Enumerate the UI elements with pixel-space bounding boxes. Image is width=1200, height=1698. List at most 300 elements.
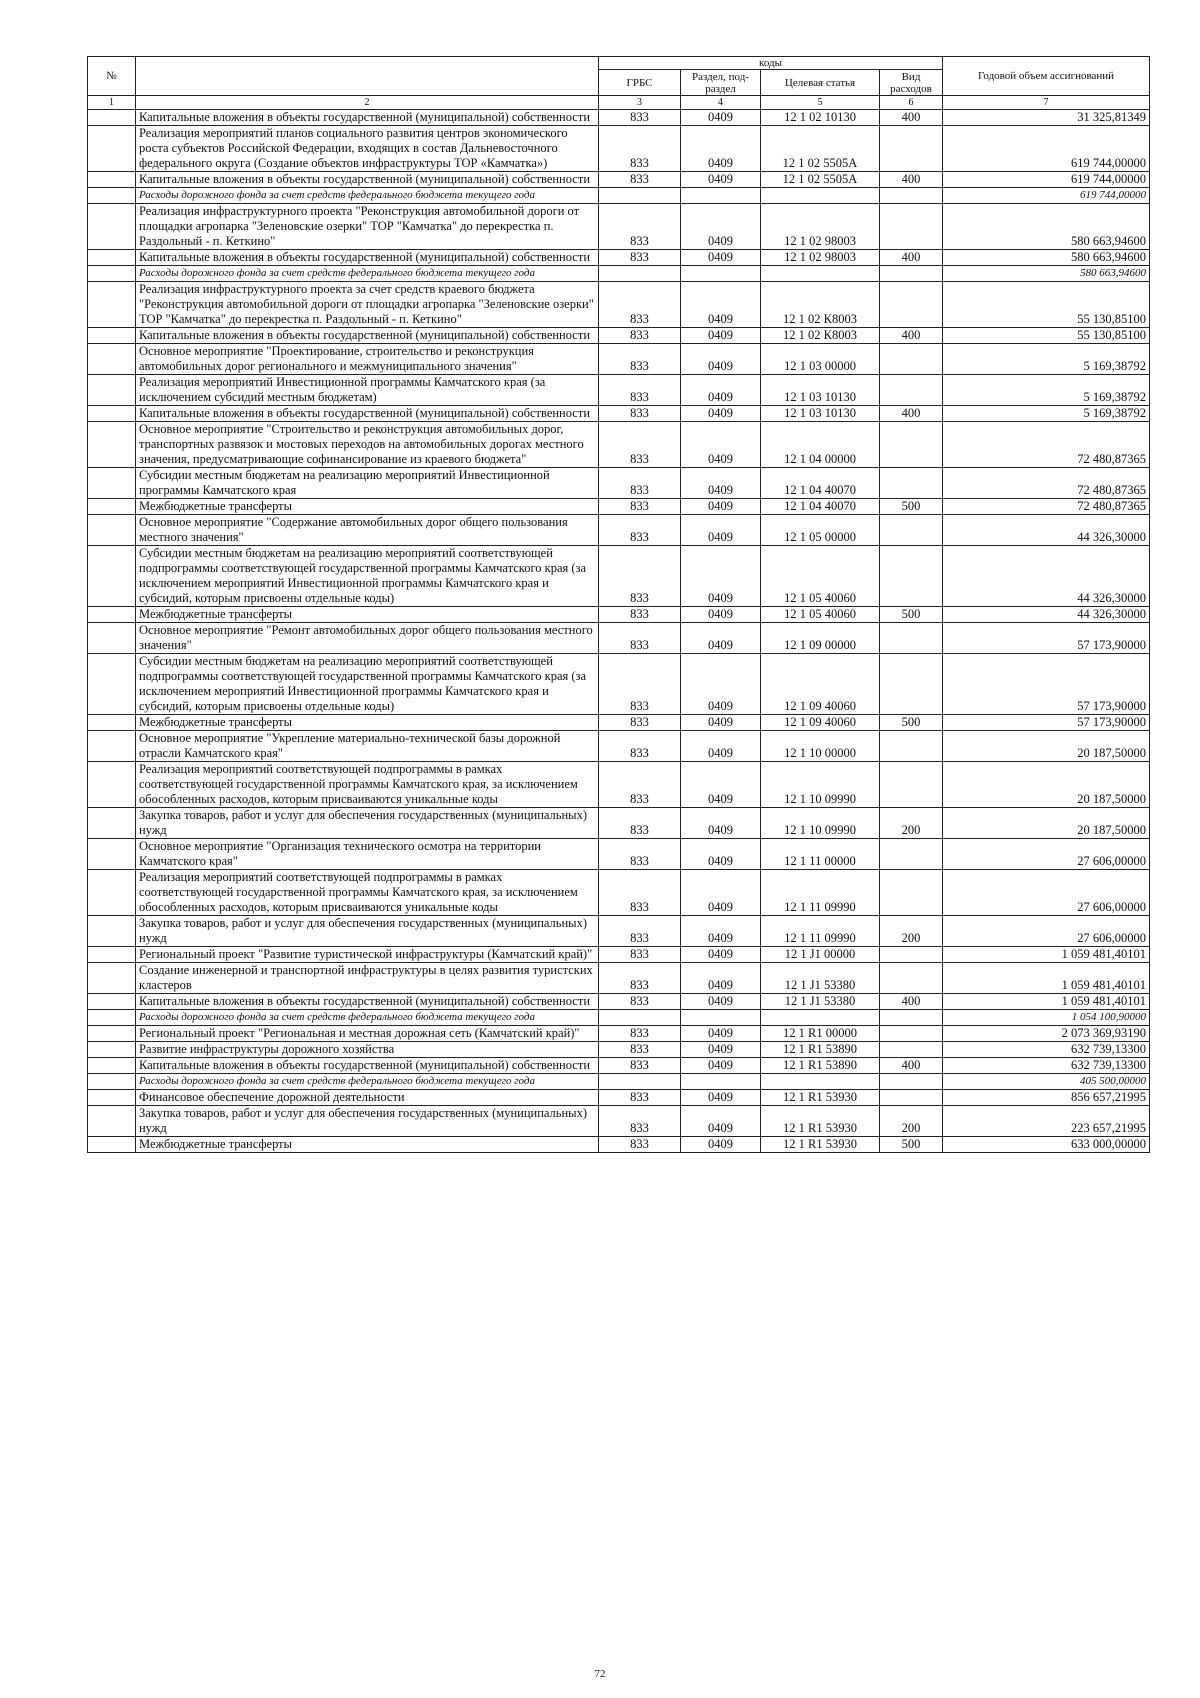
cell-razdel xyxy=(681,1010,761,1026)
cell-amount: 27 606,00000 xyxy=(943,839,1150,870)
cell-target-article: 12 1 05 40060 xyxy=(761,607,880,623)
budget-table-sheet xyxy=(87,56,1149,1153)
cell-no xyxy=(88,515,136,546)
cell-expense-type: 400 xyxy=(880,250,943,266)
cell-grbs: 833 xyxy=(599,250,681,266)
budget-table xyxy=(87,56,1150,1153)
table-row xyxy=(88,468,1150,499)
cell-target-article: 12 1 02 10130 xyxy=(761,110,880,126)
cell-expense-type xyxy=(880,546,943,607)
table-row xyxy=(88,715,1150,731)
cell-name: Региональный проект "Региональная и местная дорожная сеть (Камчатский край)" xyxy=(136,1026,599,1042)
cell-amount: 55 130,85100 xyxy=(943,328,1150,344)
cell-target-article: 12 1 02 К8003 xyxy=(761,282,880,328)
cell-grbs: 833 xyxy=(599,499,681,515)
cell-target-article xyxy=(761,1010,880,1026)
cell-target-article: 12 1 04 00000 xyxy=(761,422,880,468)
col-num: 1 xyxy=(88,96,136,110)
fund-note-row xyxy=(88,1010,1150,1026)
cell-grbs: 833 xyxy=(599,515,681,546)
cell-target-article: 12 1 J1 00000 xyxy=(761,947,880,963)
cell-razdel: 0409 xyxy=(681,468,761,499)
cell-name: Реализация инфраструктурного проекта "Реконструкция автомобильной дороги от площадки агропарка "Зеленовские озерки" ТОР "Камчатка" до перекрестка п. Раздольный - п. Кеткино" xyxy=(136,204,599,250)
cell-amount: 2 073 369,93190 xyxy=(943,1026,1150,1042)
cell-target-article: 12 1 05 00000 xyxy=(761,515,880,546)
cell-target-article: 12 1 R1 53930 xyxy=(761,1090,880,1106)
cell-expense-type xyxy=(880,654,943,715)
cell-name: Реализация инфраструктурного проекта за счет средств краевого бюджета "Реконструкция автомобильной дороги от площадки агропарка "Зеленовские озерки" ТОР "Камчатка" до перекрестка п. Раздольный - п. Кеткино" xyxy=(136,282,599,328)
table-row xyxy=(88,623,1150,654)
cell-razdel: 0409 xyxy=(681,994,761,1010)
column-number-row xyxy=(88,96,1150,110)
cell-expense-type xyxy=(880,515,943,546)
cell-amount: 633 000,00000 xyxy=(943,1137,1150,1153)
cell-name: Межбюджетные трансферты xyxy=(136,607,599,623)
cell-amount: 20 187,50000 xyxy=(943,731,1150,762)
cell-target-article: 12 1 02 К8003 xyxy=(761,328,880,344)
cell-target-article: 12 1 04 40070 xyxy=(761,499,880,515)
col-num: 4 xyxy=(681,96,761,110)
cell-target-article: 12 1 11 00000 xyxy=(761,839,880,870)
cell-expense-type xyxy=(880,266,943,282)
cell-razdel: 0409 xyxy=(681,515,761,546)
table-row xyxy=(88,654,1150,715)
cell-target-article: 12 1 11 09990 xyxy=(761,916,880,947)
cell-amount: 580 663,94600 xyxy=(943,266,1150,282)
cell-grbs: 833 xyxy=(599,623,681,654)
table-row xyxy=(88,731,1150,762)
table-row xyxy=(88,947,1150,963)
cell-grbs: 833 xyxy=(599,715,681,731)
cell-name: Расходы дорожного фонда за счет средств федерального бюджета текущего года xyxy=(136,266,599,282)
cell-grbs xyxy=(599,1010,681,1026)
cell-expense-type: 400 xyxy=(880,328,943,344)
cell-name: Межбюджетные трансферты xyxy=(136,715,599,731)
table-row xyxy=(88,499,1150,515)
cell-razdel xyxy=(681,1074,761,1090)
cell-expense-type xyxy=(880,947,943,963)
table-row xyxy=(88,1026,1150,1042)
cell-target-article: 12 1 10 09990 xyxy=(761,808,880,839)
table-body xyxy=(88,110,1150,1153)
cell-no xyxy=(88,623,136,654)
cell-razdel: 0409 xyxy=(681,546,761,607)
table-row xyxy=(88,607,1150,623)
cell-target-article: 12 1 09 40060 xyxy=(761,654,880,715)
cell-expense-type xyxy=(880,375,943,406)
cell-no xyxy=(88,546,136,607)
cell-expense-type xyxy=(880,204,943,250)
col-num: 5 xyxy=(761,96,880,110)
cell-expense-type xyxy=(880,1026,943,1042)
cell-razdel: 0409 xyxy=(681,1137,761,1153)
header-grbs: ГРБС xyxy=(599,70,681,96)
cell-grbs: 833 xyxy=(599,839,681,870)
cell-expense-type: 400 xyxy=(880,406,943,422)
cell-grbs: 833 xyxy=(599,344,681,375)
table-row xyxy=(88,1106,1150,1137)
cell-razdel: 0409 xyxy=(681,1058,761,1074)
cell-no xyxy=(88,1042,136,1058)
cell-no xyxy=(88,994,136,1010)
cell-name: Закупка товаров, работ и услуг для обеспечения государственных (муниципальных) нужд xyxy=(136,916,599,947)
cell-grbs: 833 xyxy=(599,422,681,468)
cell-name: Расходы дорожного фонда за счет средств федерального бюджета текущего года xyxy=(136,1074,599,1090)
cell-name: Реализация мероприятий планов социального развития центров экономического роста субъектов Российской Федерации, входящих в состав Дальневосточного федерального округа (Создание объектов инфраструктуры ТОР «Камчатка») xyxy=(136,126,599,172)
cell-grbs: 833 xyxy=(599,731,681,762)
cell-expense-type xyxy=(880,1074,943,1090)
cell-razdel: 0409 xyxy=(681,916,761,947)
cell-target-article: 12 1 04 40070 xyxy=(761,468,880,499)
cell-no xyxy=(88,916,136,947)
cell-no xyxy=(88,1026,136,1042)
table-row xyxy=(88,110,1150,126)
table-row xyxy=(88,282,1150,328)
cell-grbs xyxy=(599,1074,681,1090)
cell-expense-type: 400 xyxy=(880,1058,943,1074)
table-row xyxy=(88,515,1150,546)
cell-amount: 580 663,94600 xyxy=(943,204,1150,250)
cell-no xyxy=(88,499,136,515)
cell-amount: 619 744,00000 xyxy=(943,126,1150,172)
table-row xyxy=(88,406,1150,422)
cell-grbs: 833 xyxy=(599,328,681,344)
cell-razdel: 0409 xyxy=(681,204,761,250)
cell-name: Основное мероприятие "Ремонт автомобильных дорог общего пользования местного значения" xyxy=(136,623,599,654)
cell-amount: 27 606,00000 xyxy=(943,870,1150,916)
cell-razdel: 0409 xyxy=(681,715,761,731)
cell-target-article: 12 1 02 5505А xyxy=(761,126,880,172)
cell-amount: 44 326,30000 xyxy=(943,607,1150,623)
cell-expense-type xyxy=(880,126,943,172)
cell-target-article: 12 1 09 00000 xyxy=(761,623,880,654)
cell-name: Субсидии местным бюджетам на реализацию мероприятий соответствующей подпрограммы соответствующей государственной программы Камчатского края (за исключением мероприятий Инвестиционной программы Камчатского края и субсидий, которым присвоены отдельные коды) xyxy=(136,546,599,607)
cell-target-article: 12 1 J1 53380 xyxy=(761,963,880,994)
table-header xyxy=(88,57,1150,110)
cell-amount: 20 187,50000 xyxy=(943,808,1150,839)
cell-expense-type xyxy=(880,731,943,762)
table-row xyxy=(88,994,1150,1010)
cell-razdel: 0409 xyxy=(681,110,761,126)
cell-amount: 20 187,50000 xyxy=(943,762,1150,808)
cell-name: Региональный проект "Развитие туристической инфраструктуры (Камчатский край)" xyxy=(136,947,599,963)
cell-expense-type: 200 xyxy=(880,916,943,947)
cell-name: Реализация мероприятий соответствующей подпрограммы в рамках соответствующей государственной программы Камчатского края, за исключением обособленных расходов, которым присваиваются уникальные коды xyxy=(136,870,599,916)
cell-name: Расходы дорожного фонда за счет средств федерального бюджета текущего года xyxy=(136,1010,599,1026)
cell-name: Реализация мероприятий соответствующей подпрограммы в рамках соответствующей государственной программы Камчатского края, за исключением обособленных расходов, которым присваиваются уникальные коды xyxy=(136,762,599,808)
cell-razdel: 0409 xyxy=(681,963,761,994)
cell-razdel: 0409 xyxy=(681,870,761,916)
cell-razdel: 0409 xyxy=(681,422,761,468)
cell-grbs: 833 xyxy=(599,1042,681,1058)
cell-no xyxy=(88,328,136,344)
cell-razdel: 0409 xyxy=(681,839,761,870)
cell-expense-type xyxy=(880,870,943,916)
cell-expense-type: 400 xyxy=(880,994,943,1010)
cell-no xyxy=(88,947,136,963)
cell-target-article: 12 1 03 00000 xyxy=(761,344,880,375)
cell-razdel xyxy=(681,188,761,204)
table-row xyxy=(88,762,1150,808)
cell-amount: 57 173,90000 xyxy=(943,715,1150,731)
cell-target-article: 12 1 02 98003 xyxy=(761,204,880,250)
cell-razdel: 0409 xyxy=(681,406,761,422)
cell-grbs: 833 xyxy=(599,406,681,422)
cell-expense-type: 400 xyxy=(880,110,943,126)
table-row xyxy=(88,1058,1150,1074)
cell-grbs: 833 xyxy=(599,762,681,808)
cell-grbs: 833 xyxy=(599,916,681,947)
cell-name: Закупка товаров, работ и услуг для обеспечения государственных (муниципальных) нужд xyxy=(136,808,599,839)
cell-razdel: 0409 xyxy=(681,375,761,406)
cell-amount: 1 059 481,40101 xyxy=(943,994,1150,1010)
cell-target-article: 12 1 R1 00000 xyxy=(761,1026,880,1042)
cell-expense-type: 500 xyxy=(880,1137,943,1153)
cell-amount: 5 169,38792 xyxy=(943,406,1150,422)
table-row xyxy=(88,204,1150,250)
cell-expense-type: 200 xyxy=(880,808,943,839)
cell-target-article: 12 1 J1 53380 xyxy=(761,994,880,1010)
cell-amount: 405 500,00000 xyxy=(943,1074,1150,1090)
cell-no xyxy=(88,1137,136,1153)
cell-no xyxy=(88,607,136,623)
table-row xyxy=(88,172,1150,188)
cell-no xyxy=(88,808,136,839)
cell-no xyxy=(88,963,136,994)
cell-amount: 55 130,85100 xyxy=(943,282,1150,328)
table-row xyxy=(88,250,1150,266)
table-row xyxy=(88,870,1150,916)
table-row xyxy=(88,422,1150,468)
cell-amount: 5 169,38792 xyxy=(943,375,1150,406)
cell-expense-type xyxy=(880,344,943,375)
cell-no xyxy=(88,266,136,282)
cell-target-article xyxy=(761,266,880,282)
header-razdel: Раздел, под-раздел xyxy=(681,70,761,96)
table-row xyxy=(88,1090,1150,1106)
header-codes: коды xyxy=(599,57,943,70)
cell-expense-type xyxy=(880,623,943,654)
cell-name: Закупка товаров, работ и услуг для обеспечения государственных (муниципальных) нужд xyxy=(136,1106,599,1137)
cell-expense-type xyxy=(880,963,943,994)
cell-grbs xyxy=(599,266,681,282)
cell-amount: 619 744,00000 xyxy=(943,172,1150,188)
cell-expense-type xyxy=(880,1042,943,1058)
cell-razdel: 0409 xyxy=(681,250,761,266)
cell-target-article: 12 1 02 98003 xyxy=(761,250,880,266)
cell-razdel: 0409 xyxy=(681,126,761,172)
cell-razdel: 0409 xyxy=(681,499,761,515)
header-name xyxy=(136,57,599,96)
cell-name: Основное мероприятие "Содержание автомобильных дорог общего пользования местного значения" xyxy=(136,515,599,546)
cell-target-article: 12 1 R1 53890 xyxy=(761,1042,880,1058)
cell-razdel: 0409 xyxy=(681,1090,761,1106)
cell-target-article: 12 1 03 10130 xyxy=(761,406,880,422)
cell-no xyxy=(88,188,136,204)
cell-name: Развитие инфраструктуры дорожного хозяйства xyxy=(136,1042,599,1058)
cell-no xyxy=(88,126,136,172)
cell-no xyxy=(88,870,136,916)
cell-no xyxy=(88,282,136,328)
cell-expense-type xyxy=(880,282,943,328)
cell-amount: 619 744,00000 xyxy=(943,188,1150,204)
cell-no xyxy=(88,375,136,406)
cell-target-article: 12 1 05 40060 xyxy=(761,546,880,607)
cell-razdel: 0409 xyxy=(681,762,761,808)
cell-target-article: 12 1 03 10130 xyxy=(761,375,880,406)
cell-no xyxy=(88,204,136,250)
cell-no xyxy=(88,250,136,266)
cell-grbs: 833 xyxy=(599,546,681,607)
cell-expense-type: 500 xyxy=(880,499,943,515)
cell-razdel: 0409 xyxy=(681,1106,761,1137)
cell-name: Субсидии местным бюджетам на реализацию мероприятий соответствующей подпрограммы соответствующей государственной программы Камчатского края (за исключением мероприятий Инвестиционной программы Камчатского края и субсидий, которым присвоены отдельные коды) xyxy=(136,654,599,715)
cell-expense-type xyxy=(880,762,943,808)
table-row xyxy=(88,126,1150,172)
cell-name: Субсидии местным бюджетам на реализацию мероприятий Инвестиционной программы Камчатского края xyxy=(136,468,599,499)
cell-target-article: 12 1 R1 53930 xyxy=(761,1137,880,1153)
cell-amount: 57 173,90000 xyxy=(943,623,1150,654)
cell-no xyxy=(88,1058,136,1074)
cell-amount: 223 657,21995 xyxy=(943,1106,1150,1137)
cell-name: Капитальные вложения в объекты государственной (муниципальной) собственности xyxy=(136,994,599,1010)
table-row xyxy=(88,808,1150,839)
cell-grbs: 833 xyxy=(599,808,681,839)
cell-amount: 72 480,87365 xyxy=(943,422,1150,468)
cell-no xyxy=(88,172,136,188)
table-row xyxy=(88,839,1150,870)
cell-grbs: 833 xyxy=(599,1137,681,1153)
cell-target-article: 12 1 02 5505А xyxy=(761,172,880,188)
cell-name: Капитальные вложения в объекты государственной (муниципальной) собственности xyxy=(136,406,599,422)
col-num: 2 xyxy=(136,96,599,110)
cell-grbs: 833 xyxy=(599,1106,681,1137)
cell-no xyxy=(88,731,136,762)
cell-name: Основное мероприятие "Организация технического осмотра на территории Камчатского края" xyxy=(136,839,599,870)
cell-no xyxy=(88,715,136,731)
cell-name: Капитальные вложения в объекты государственной (муниципальной) собственности xyxy=(136,110,599,126)
cell-amount: 580 663,94600 xyxy=(943,250,1150,266)
cell-expense-type xyxy=(880,1010,943,1026)
header-vid: Вид расходов xyxy=(880,70,943,96)
cell-expense-type: 200 xyxy=(880,1106,943,1137)
col-num: 7 xyxy=(943,96,1150,110)
cell-amount: 44 326,30000 xyxy=(943,515,1150,546)
cell-grbs: 833 xyxy=(599,870,681,916)
cell-no xyxy=(88,422,136,468)
cell-razdel xyxy=(681,266,761,282)
cell-grbs: 833 xyxy=(599,963,681,994)
cell-no xyxy=(88,1010,136,1026)
cell-no xyxy=(88,1074,136,1090)
cell-razdel: 0409 xyxy=(681,328,761,344)
cell-grbs: 833 xyxy=(599,1058,681,1074)
cell-razdel: 0409 xyxy=(681,172,761,188)
cell-grbs: 833 xyxy=(599,468,681,499)
cell-no xyxy=(88,406,136,422)
cell-name: Основное мероприятие "Укрепление материально-технической базы дорожной отрасли Камчатского края" xyxy=(136,731,599,762)
cell-razdel: 0409 xyxy=(681,623,761,654)
fund-note-row xyxy=(88,1074,1150,1090)
table-row xyxy=(88,328,1150,344)
cell-name: Реализация мероприятий Инвестиционной программы Камчатского края (за исключением субсидий местным бюджетам) xyxy=(136,375,599,406)
cell-name: Основное мероприятие "Строительство и реконструкция автомобильных дорог, транспортных развязок и мостовых переходов на автомобильных дорогах местного значения, предусматривающие софинансирование из краевого бюджета" xyxy=(136,422,599,468)
cell-expense-type xyxy=(880,188,943,204)
cell-expense-type xyxy=(880,468,943,499)
cell-amount: 31 325,81349 xyxy=(943,110,1150,126)
cell-no xyxy=(88,762,136,808)
cell-razdel: 0409 xyxy=(681,731,761,762)
cell-expense-type xyxy=(880,422,943,468)
cell-razdel: 0409 xyxy=(681,947,761,963)
cell-amount: 632 739,13300 xyxy=(943,1058,1150,1074)
cell-target-article xyxy=(761,1074,880,1090)
cell-no xyxy=(88,1106,136,1137)
header-no: № xyxy=(88,57,136,96)
cell-amount: 1 054 100,90000 xyxy=(943,1010,1150,1026)
cell-razdel: 0409 xyxy=(681,607,761,623)
cell-target-article xyxy=(761,188,880,204)
cell-grbs: 833 xyxy=(599,1026,681,1042)
table-row xyxy=(88,963,1150,994)
cell-amount: 44 326,30000 xyxy=(943,546,1150,607)
cell-name: Капитальные вложения в объекты государственной (муниципальной) собственности xyxy=(136,1058,599,1074)
cell-amount: 1 059 481,40101 xyxy=(943,963,1150,994)
cell-no xyxy=(88,110,136,126)
cell-expense-type: 400 xyxy=(880,172,943,188)
col-num: 6 xyxy=(880,96,943,110)
col-num: 3 xyxy=(599,96,681,110)
cell-grbs: 833 xyxy=(599,126,681,172)
table-row xyxy=(88,344,1150,375)
cell-name: Капитальные вложения в объекты государственной (муниципальной) собственности xyxy=(136,172,599,188)
cell-no xyxy=(88,839,136,870)
cell-grbs: 833 xyxy=(599,204,681,250)
cell-amount: 57 173,90000 xyxy=(943,654,1150,715)
cell-name: Межбюджетные трансферты xyxy=(136,499,599,515)
cell-amount: 856 657,21995 xyxy=(943,1090,1150,1106)
header-amount: Годовой объем ассигнований xyxy=(943,57,1150,96)
cell-no xyxy=(88,654,136,715)
cell-amount: 632 739,13300 xyxy=(943,1042,1150,1058)
cell-target-article: 12 1 10 00000 xyxy=(761,731,880,762)
page-number: 72 xyxy=(594,1668,606,1680)
cell-razdel: 0409 xyxy=(681,282,761,328)
cell-amount: 5 169,38792 xyxy=(943,344,1150,375)
fund-note-row xyxy=(88,188,1150,204)
cell-amount: 27 606,00000 xyxy=(943,916,1150,947)
cell-target-article: 12 1 11 09990 xyxy=(761,870,880,916)
cell-name: Создание инженерной и транспортной инфраструктуры в целях развития туристских кластеров xyxy=(136,963,599,994)
cell-grbs xyxy=(599,188,681,204)
cell-amount: 72 480,87365 xyxy=(943,468,1150,499)
cell-grbs: 833 xyxy=(599,654,681,715)
fund-note-row xyxy=(88,266,1150,282)
cell-expense-type xyxy=(880,839,943,870)
cell-no xyxy=(88,468,136,499)
table-row xyxy=(88,916,1150,947)
cell-grbs: 833 xyxy=(599,947,681,963)
cell-expense-type: 500 xyxy=(880,607,943,623)
cell-name: Расходы дорожного фонда за счет средств федерального бюджета текущего года xyxy=(136,188,599,204)
cell-name: Финансовое обеспечение дорожной деятельности xyxy=(136,1090,599,1106)
table-row xyxy=(88,1042,1150,1058)
cell-razdel: 0409 xyxy=(681,1042,761,1058)
cell-target-article: 12 1 10 09990 xyxy=(761,762,880,808)
cell-grbs: 833 xyxy=(599,994,681,1010)
cell-grbs: 833 xyxy=(599,1090,681,1106)
cell-target-article: 12 1 R1 53890 xyxy=(761,1058,880,1074)
